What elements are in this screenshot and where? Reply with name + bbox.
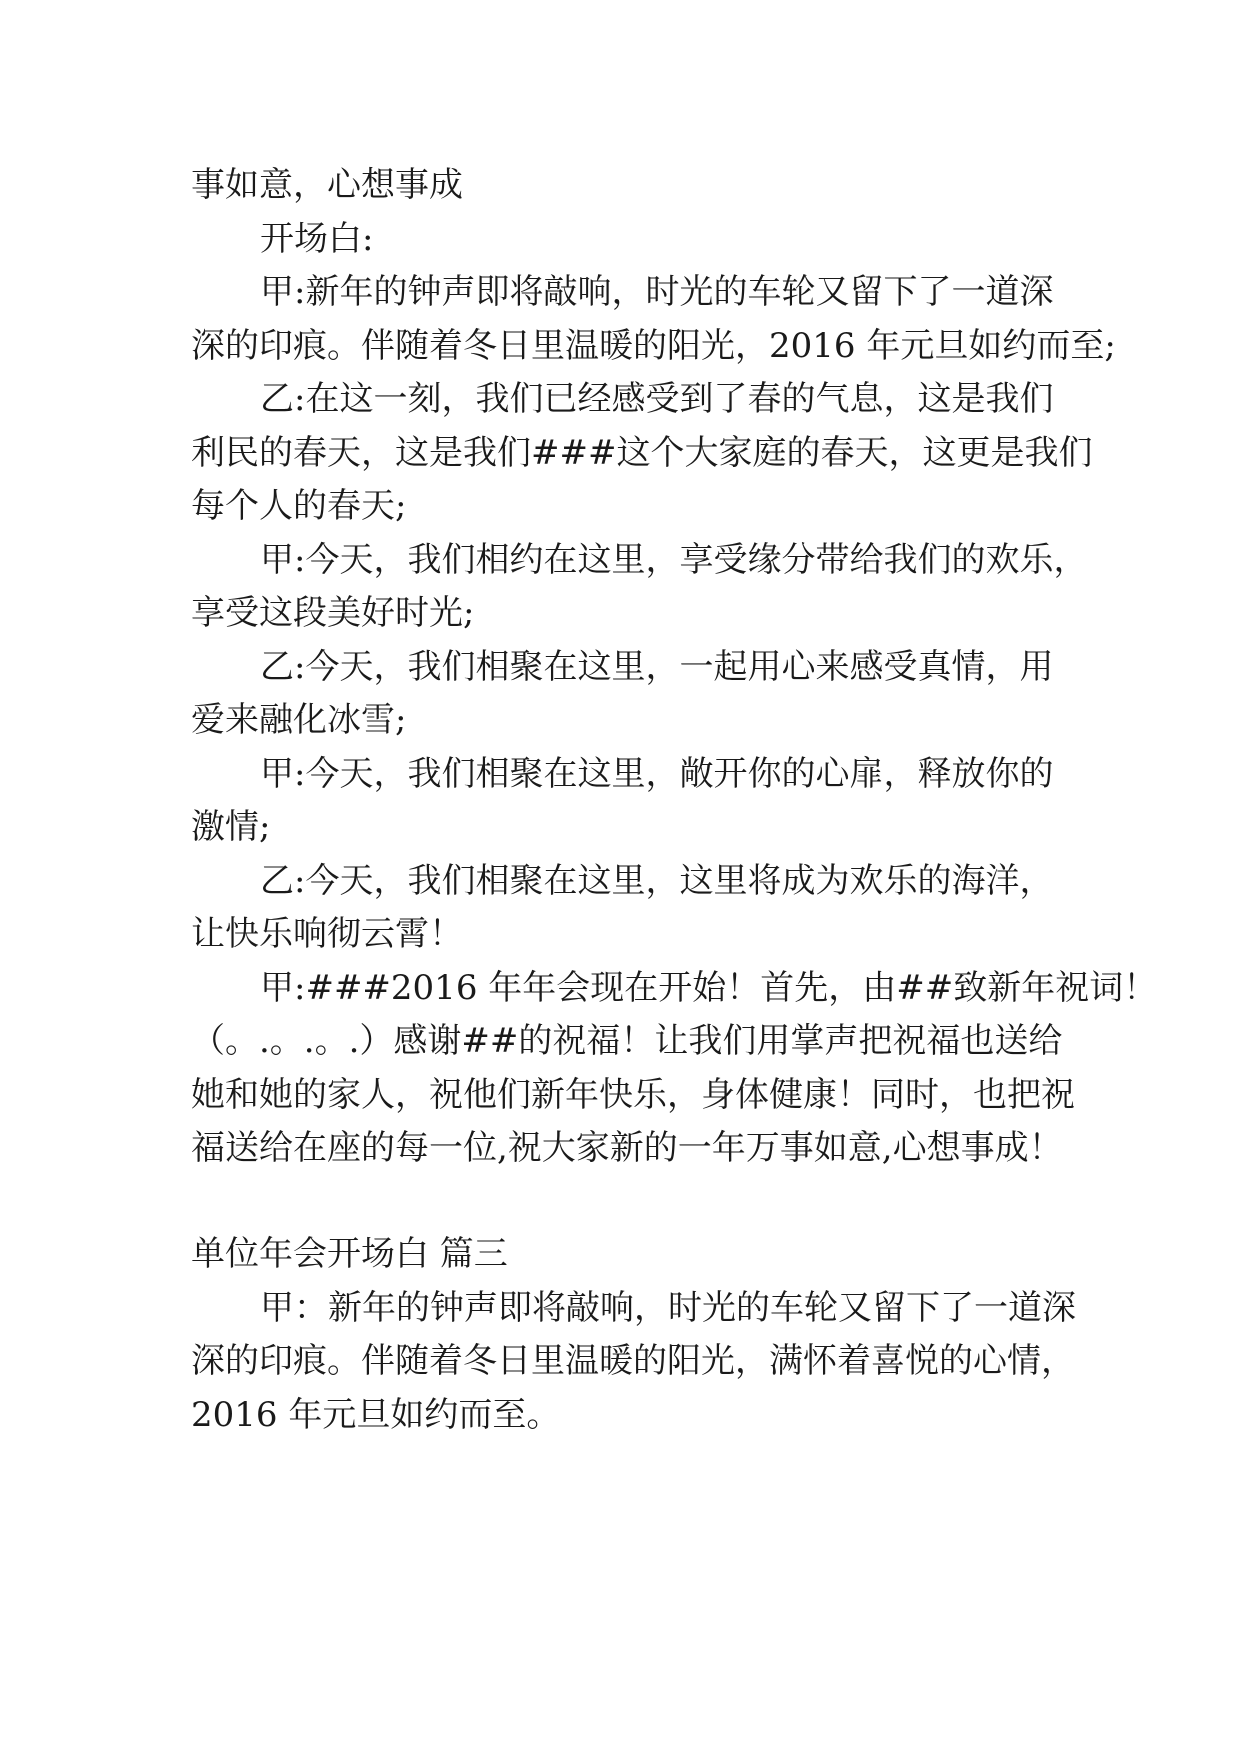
text-line: 利民的春天，这是我们###这个大家庭的春天，这更是我们 — [191, 433, 1093, 473]
text-line: 乙:在这一刻，我们已经感受到了春的气息，这是我们 — [260, 379, 1054, 419]
text-line: 爱来融化冰雪; — [191, 700, 407, 740]
text-line: 享受这段美好时光; — [191, 593, 475, 633]
text-line: 福送给在座的每一位,祝大家新的一年万事如意,心想事成！ — [191, 1128, 1063, 1168]
text-line: 每个人的春天; — [191, 486, 407, 526]
text-line: 甲:今天，我们相聚在这里，敞开你的心扉，释放你的 — [260, 754, 1054, 794]
section-heading: 单位年会开场白 篇三 — [191, 1234, 508, 1274]
text-line: 事如意，心想事成 — [191, 165, 463, 205]
text-line: 她和她的家人，祝他们新年快乐，身体健康！同时，也把祝 — [191, 1075, 1075, 1115]
text-line: 激情; — [191, 807, 271, 847]
text-line: 甲:今天，我们相约在这里，享受缘分带给我们的欢乐， — [260, 540, 1088, 580]
text-line: 2016 年元旦如约而至。 — [191, 1395, 561, 1435]
text-line: 乙:今天，我们相聚在这里，这里将成为欢乐的海洋， — [260, 861, 1054, 901]
text-line: 深的印痕。伴随着冬日里温暖的阳光，2016 年元旦如约而至; — [191, 326, 1116, 366]
text-line: 甲：新年的钟声即将敲响，时光的车轮又留下了一道深 — [260, 1288, 1076, 1328]
text-line: 甲:新年的钟声即将敲响，时光的车轮又留下了一道深 — [260, 272, 1054, 312]
text-line: 让快乐响彻云霄！ — [191, 914, 463, 954]
text-line: 开场白: — [260, 219, 374, 259]
text-line: 乙:今天，我们相聚在这里，一起用心来感受真情，用 — [260, 647, 1054, 687]
text-line: （。.。.。.）感谢##的祝福！让我们用掌声把祝福也送给 — [191, 1021, 1063, 1061]
text-line: 深的印痕。伴随着冬日里温暖的阳光，满怀着喜悦的心情， — [191, 1341, 1075, 1381]
text-line: 甲:###2016 年年会现在开始！首先，由##致新年祝词！ — [260, 968, 1158, 1008]
